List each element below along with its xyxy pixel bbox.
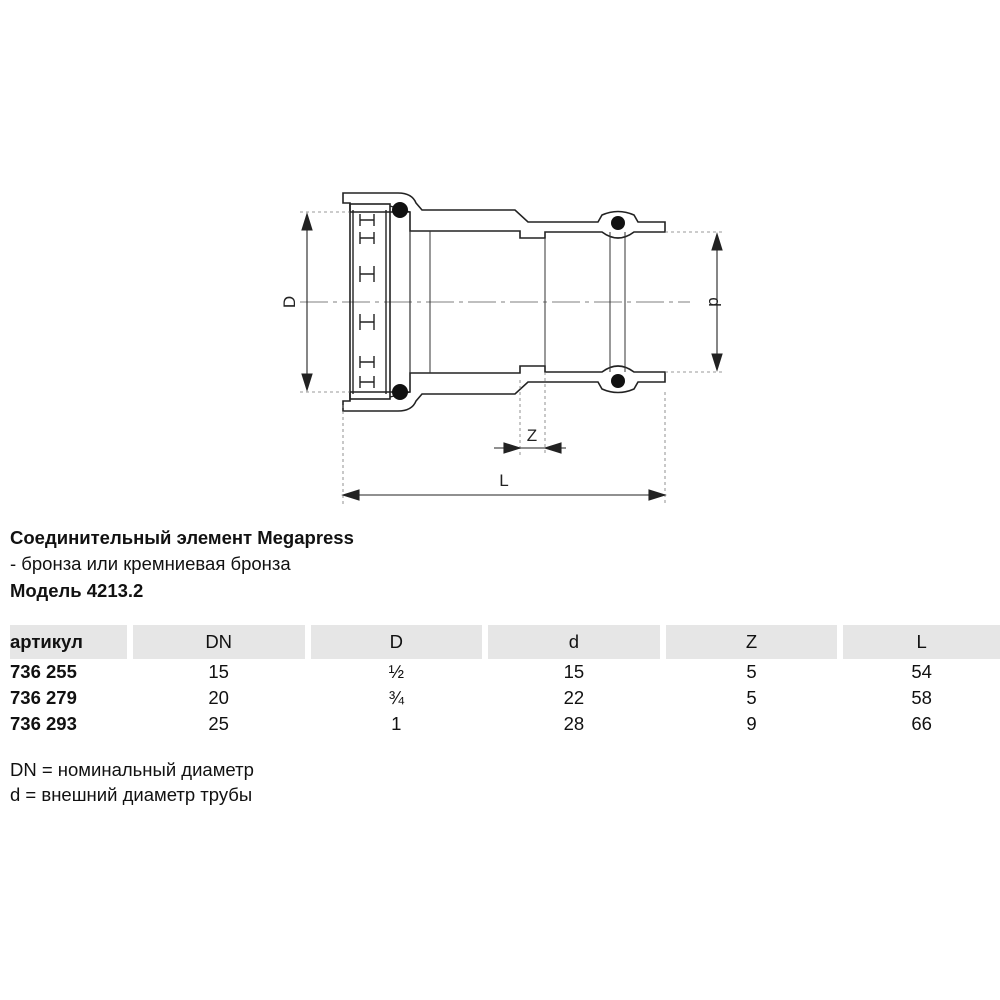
- table-row: [10, 685, 1000, 711]
- cell-D: ¾: [308, 685, 486, 711]
- col-header-l: L: [840, 625, 1000, 659]
- col-header-D: D: [308, 625, 486, 659]
- cell-D: ½: [308, 659, 486, 685]
- dimension-L-label: L: [499, 471, 509, 490]
- grip-insert: [350, 204, 390, 399]
- cell-article: 736 255: [10, 661, 77, 682]
- col-header-dn: DN: [130, 625, 308, 659]
- col-header-d: d: [485, 625, 663, 659]
- cell-l: 66: [840, 711, 1000, 737]
- cell-D: 1: [308, 711, 486, 737]
- cell-d: 22: [485, 685, 663, 711]
- cell-dn: 20: [130, 685, 308, 711]
- product-title: Соединительный элемент Megapress: [10, 527, 354, 548]
- notes: [10, 757, 254, 807]
- extension-lines: [300, 212, 725, 505]
- fitting-body-bottom: [343, 366, 665, 411]
- dimension-L: [343, 490, 665, 500]
- cell-dn: 15: [130, 659, 308, 685]
- product-material: - бронза или кремниевая бронза: [10, 553, 291, 574]
- o-ring: [611, 374, 625, 388]
- o-ring: [611, 216, 625, 230]
- dimension-D-label: D: [280, 295, 299, 309]
- cell-article: 736 279: [10, 687, 77, 708]
- cell-l: 58: [840, 685, 1000, 711]
- note-dn: DN = номинальный диаметр: [10, 759, 254, 780]
- o-ring: [392, 384, 408, 400]
- note-d: d = внешний диаметр трубы: [10, 784, 253, 805]
- table-row: [10, 711, 1000, 737]
- cell-l: 54: [840, 659, 1000, 685]
- spec-table: [10, 625, 1000, 737]
- fitting-body-top: [343, 193, 665, 238]
- cell-z: 5: [663, 659, 841, 685]
- cell-article: 736 293: [10, 713, 77, 734]
- col-header-z: Z: [663, 625, 841, 659]
- cell-dn: 25: [130, 711, 308, 737]
- cell-z: 9: [663, 711, 841, 737]
- o-ring: [392, 202, 408, 218]
- product-model: Модель 4213.2: [10, 580, 144, 601]
- cell-d: 28: [485, 711, 663, 737]
- cell-z: 5: [663, 685, 841, 711]
- table-header-row: [10, 625, 1000, 659]
- col-header-article: артикул: [10, 625, 130, 659]
- cell-d: 15: [485, 659, 663, 685]
- dimension-Z-label: Z: [526, 426, 538, 445]
- dimension-d-label: d: [705, 297, 724, 307]
- table-row: [10, 659, 1000, 685]
